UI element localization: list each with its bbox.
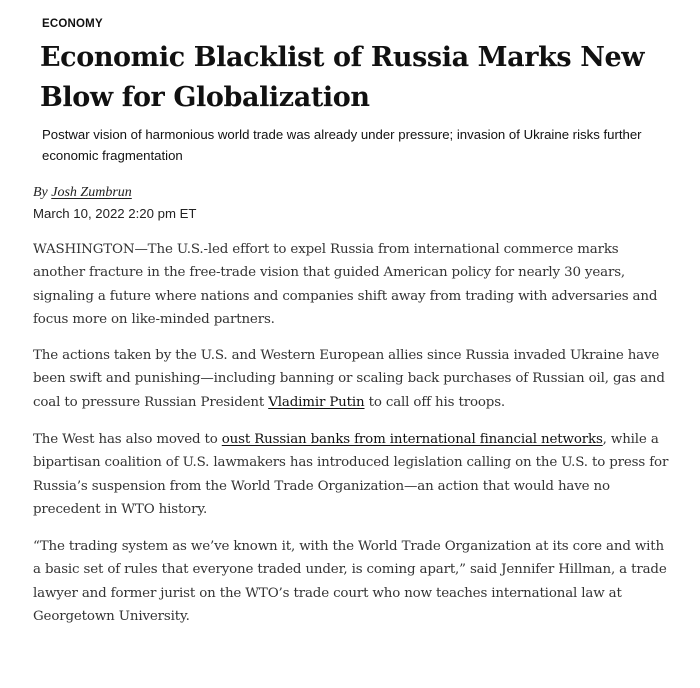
paragraph-text: The actions taken by the U.S. and Western European allies since Russia invaded Ukraine have been swift and punishing—including banning or scaling back purchases of Russian oil, gas and coal to pressure Russian President — [33, 348, 665, 410]
author-link[interactable]: Josh Zumbrun — [51, 185, 132, 200]
body-paragraph-1: WASHINGTON—The U.S.-led effort to expel Russia from international commerce marks another fracture in the free-trade vision that guided American policy for nearly 30 years, signaling a future where nations and companies shift away from trading with adversaries and focus more on like-minded partners. — [33, 242, 658, 327]
body-paragraph-3 — [33, 428, 673, 521]
body-paragraph-4: “The trading system as we’ve known it, with the World Trade Organization at its core and with a basic set of rules that everyone traded under, is coming apart,” said Jennifer Hillman, a trade lawyer and former jurist on the WTO’s trade court who now teaches international law at Georgetown University. — [33, 539, 667, 624]
headline: Economic Blacklist of Russia Marks New Blow for Globalization — [40, 42, 645, 113]
body-paragraph-2 — [33, 344, 673, 414]
paragraph-text: to call off his troops. — [364, 394, 506, 410]
paragraph-text: The West has also moved to — [33, 432, 222, 447]
byline-prefix: By — [33, 185, 52, 200]
publish-date: March 10, 2022 2:20 pm ET — [33, 206, 197, 221]
paragraph-text: , while a bipartisan coalition of U.S. lawmakers has introduced legislation calling on the U.S. to press for Russia’s suspension from the World Trade Organization—an action that would have no precedent in WTO history. — [33, 432, 669, 517]
subheadline: Postwar vision of harmonious world trade was already under pressure; invasion of Ukraine risks further economic fragmentation — [42, 127, 642, 163]
section-label-link[interactable]: ECONOMY — [42, 18, 103, 30]
byline — [33, 184, 132, 202]
financial-networks-link[interactable]: oust Russian banks from international financial networks — [221, 432, 603, 447]
vladimir-putin-link[interactable]: Vladimir Putin — [268, 394, 365, 410]
